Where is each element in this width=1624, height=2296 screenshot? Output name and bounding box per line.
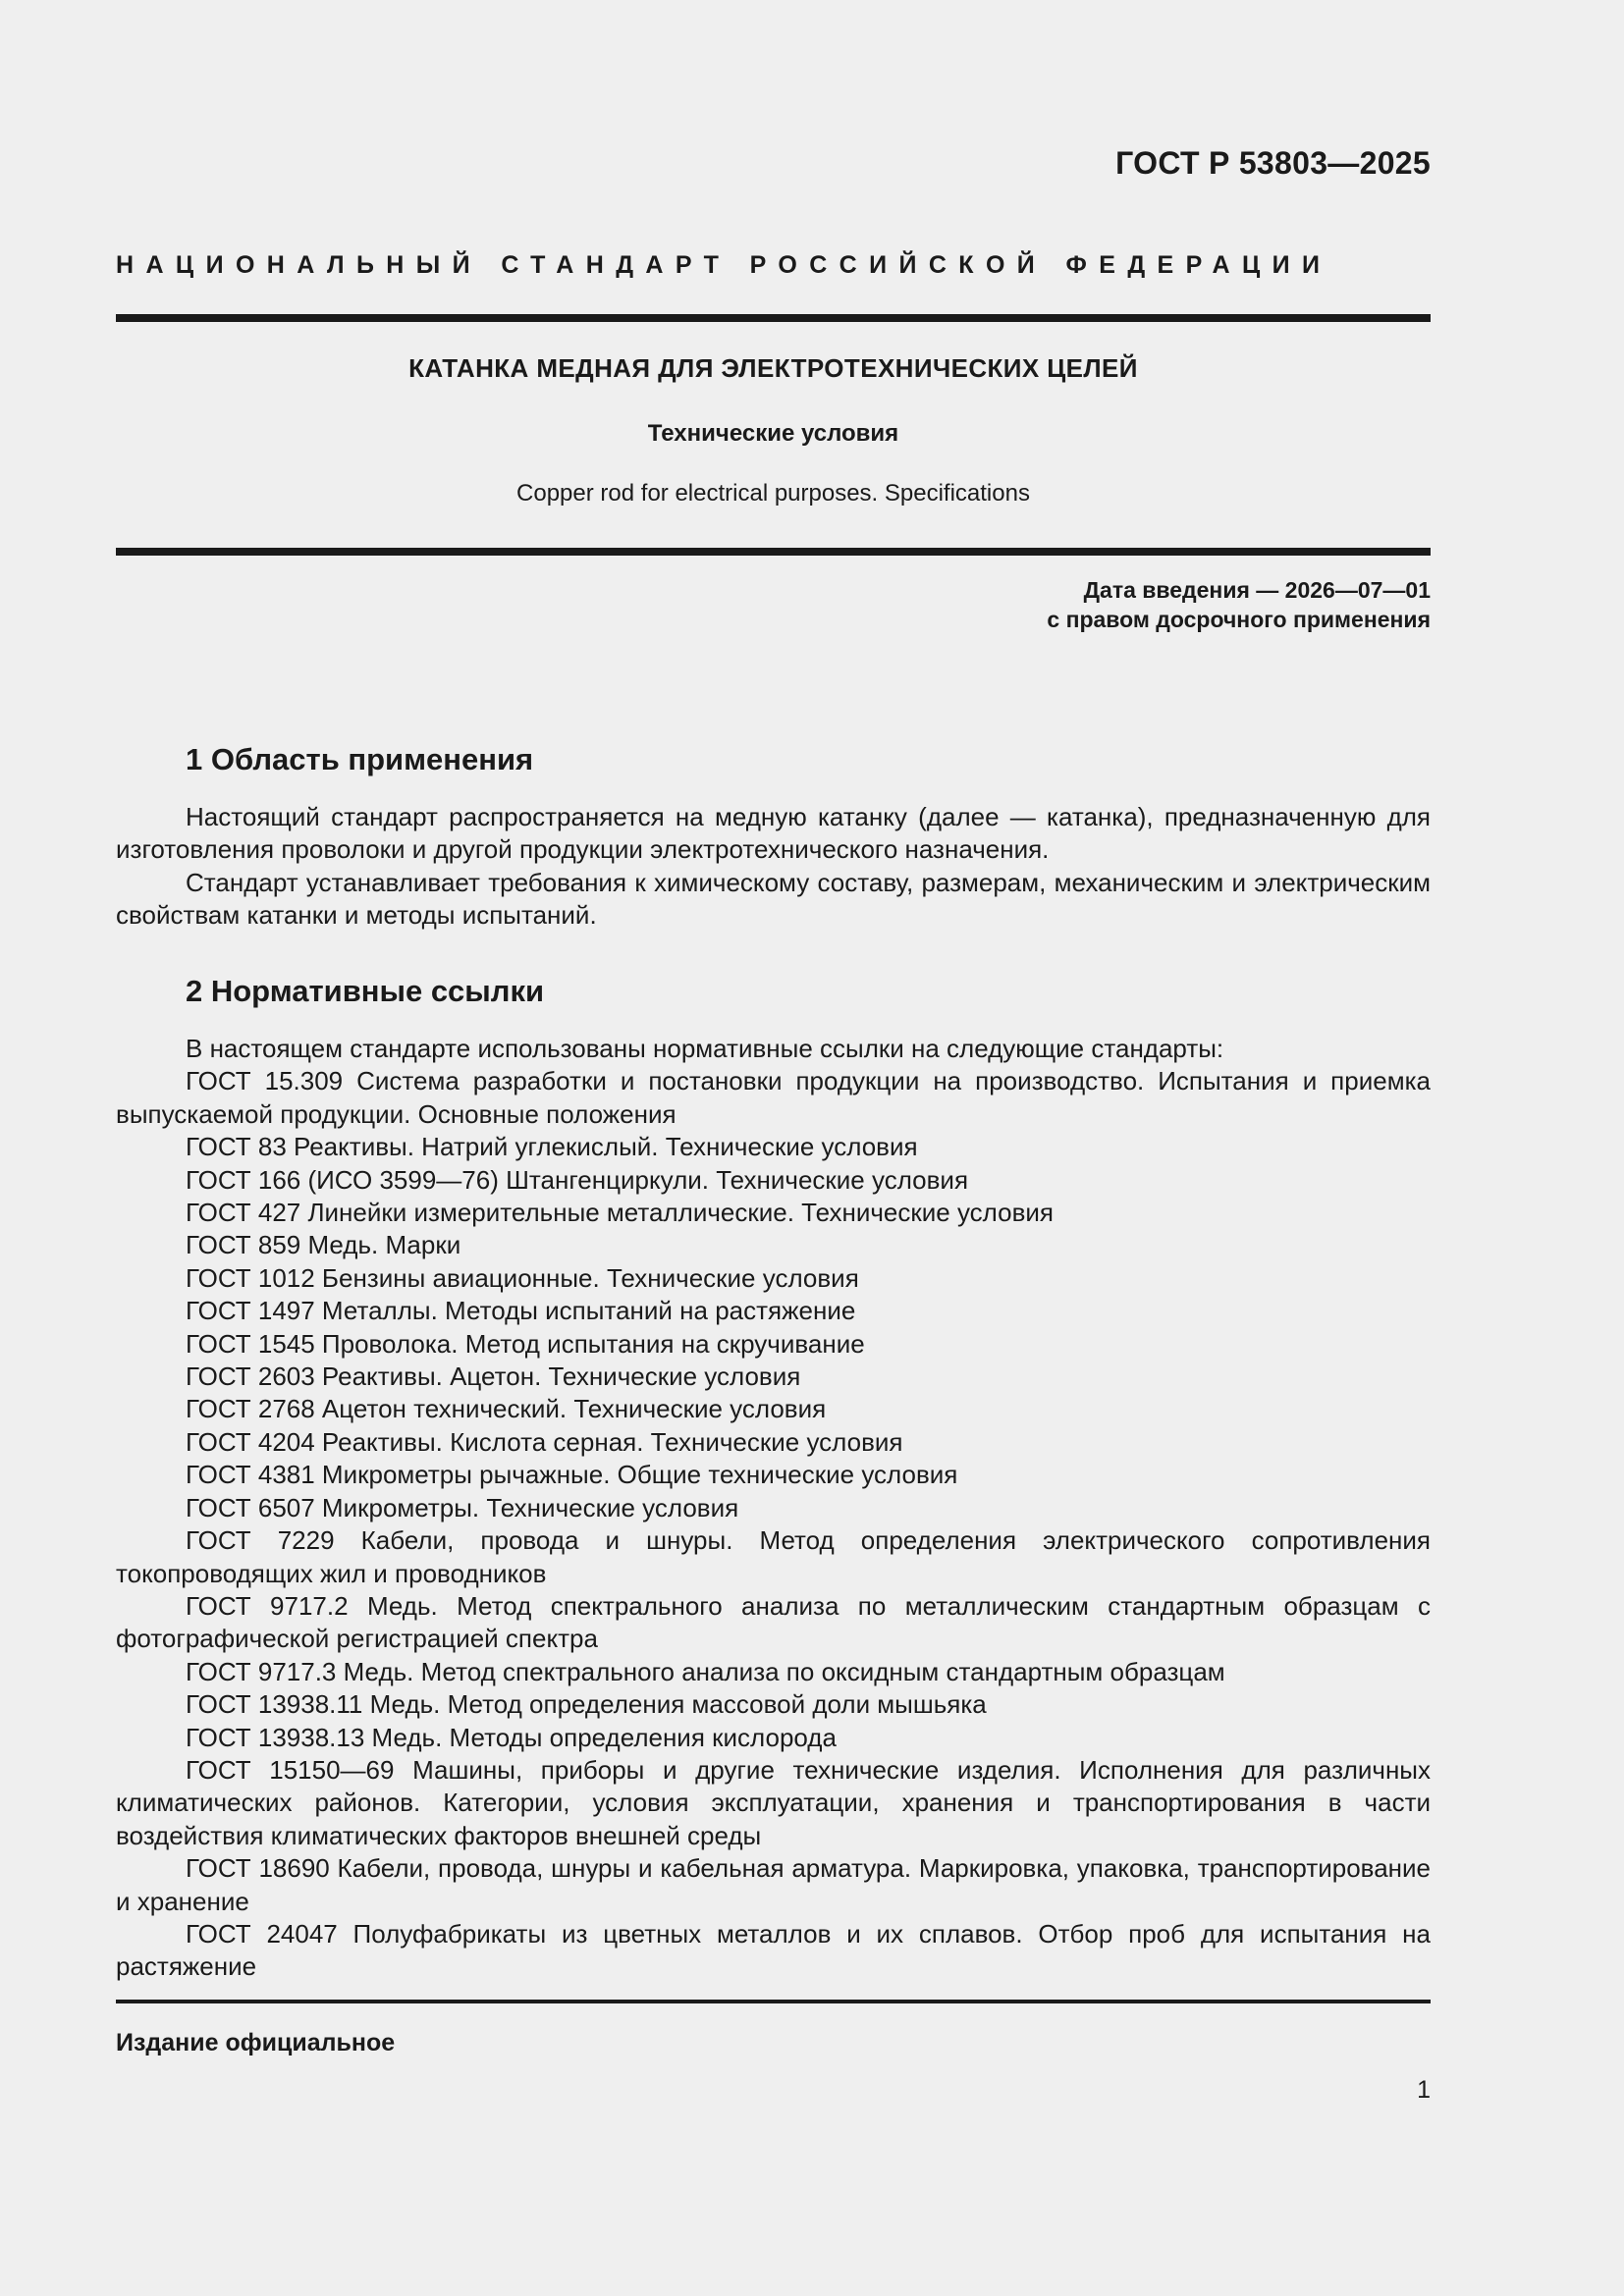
header-divider bbox=[116, 314, 1431, 322]
paragraph: В настоящем стандарте использованы нормативные ссылки на следующие стандарты: bbox=[186, 1034, 1224, 1063]
official-edition-label: Издание официальное bbox=[116, 2029, 396, 2056]
reference-item: ГОСТ 7229 Кабели, провода и шнуры. Метод определения электрического сопротивления токопроводящих жил и проводников bbox=[116, 1525, 1431, 1588]
national-standard-caption: НАЦИОНАЛЬНЫЙ СТАНДАРТ РОССИЙСКОЙ ФЕДЕРАЦИИ bbox=[116, 251, 1332, 279]
reference-item: ГОСТ 2768 Ацетон технический. Технические условия bbox=[186, 1394, 827, 1424]
document-title-english: Copper rod for electrical purposes. Specifications bbox=[516, 480, 1030, 507]
reference-item: ГОСТ 15.309 Система разработки и постановки продукции на производство. Испытания и приемка выпускаемой продукции. Основные положения bbox=[116, 1066, 1431, 1129]
document-subtitle: Технические условия bbox=[647, 420, 899, 447]
reference-item: ГОСТ 13938.11 Медь. Метод определения массовой доли мышьяка bbox=[186, 1689, 987, 1720]
reference-item: ГОСТ 13938.13 Медь. Методы определения кислорода bbox=[186, 1722, 837, 1752]
document-title: КАТАНКА МЕДНАЯ ДЛЯ ЭЛЕКТРОТЕХНИЧЕСКИХ ЦЕЛЕЙ bbox=[408, 353, 1138, 383]
reference-item: ГОСТ 9717.2 Медь. Метод спектрального анализа по металлическим стандартным образцам с фотографической регистрацией спектра bbox=[116, 1590, 1431, 1654]
reference-item: ГОСТ 83 Реактивы. Натрий углекислый. Технические условия bbox=[186, 1132, 918, 1162]
paragraph: Стандарт устанавливает требования к химическому составу, размерам, механическим и электрическим свойствам катанки и методы испытаний. bbox=[116, 867, 1431, 931]
reference-item: ГОСТ 1497 Металлы. Методы испытаний на растяжение bbox=[186, 1296, 856, 1326]
reference-item: ГОСТ 166 (ИСО 3599—76) Штангенциркули. Технические условия bbox=[186, 1164, 969, 1195]
reference-item: ГОСТ 24047 Полуфабрикаты из цветных металлов и их сплавов. Отбор проб для испытания на растяжение bbox=[116, 1918, 1431, 1982]
paragraph: Настоящий стандарт распространяется на медную катанку (далее — катанка), предназначенную для изготовления проволоки и другой продукции электротехнического назначения. bbox=[116, 802, 1431, 865]
reference-item: ГОСТ 6507 Микрометры. Технические условия bbox=[186, 1492, 739, 1522]
introduction-date-block bbox=[1047, 575, 1431, 634]
introduction-date: Дата введения — 2026—07—01 bbox=[1083, 577, 1431, 603]
reference-item: ГОСТ 2603 Реактивы. Ацетон. Технические условия bbox=[186, 1362, 801, 1392]
reference-item: ГОСТ 4381 Микрометры рычажные. Общие технические условия bbox=[186, 1460, 958, 1490]
reference-item: ГОСТ 1545 Проволока. Метод испытания на скручивание bbox=[186, 1328, 865, 1359]
footer-divider bbox=[116, 2000, 1431, 2003]
section-references-body bbox=[116, 1033, 1431, 1984]
reference-item: ГОСТ 859 Медь. Марки bbox=[186, 1230, 461, 1260]
reference-item: ГОСТ 4204 Реактивы. Кислота серная. Технические условия bbox=[186, 1426, 903, 1457]
section-scope-body bbox=[116, 801, 1431, 933]
section-heading-scope: 1 Область применения bbox=[186, 742, 534, 776]
section-heading-normative-references: 2 Нормативные ссылки bbox=[186, 974, 545, 1008]
reference-item: ГОСТ 15150—69 Машины, приборы и другие технические изделия. Исполнения для различных климатических районов. Категории, условия эксплуатации, хранения и транспортирования в части воздействия климатических факторов внешней среды bbox=[116, 1754, 1431, 1850]
reference-item: ГОСТ 427 Линейки измерительные металлические. Технические условия bbox=[186, 1198, 1054, 1228]
reference-item: ГОСТ 9717.3 Медь. Метод спектрального анализа по оксидным стандартным образцам bbox=[186, 1656, 1225, 1686]
title-divider bbox=[116, 548, 1431, 556]
reference-item: ГОСТ 1012 Бензины авиационные. Технические условия bbox=[186, 1262, 859, 1293]
reference-item: ГОСТ 18690 Кабели, провода, шнуры и кабельная арматура. Маркировка, упаковка, транспортирование и хранение bbox=[116, 1853, 1431, 1916]
document-code: ГОСТ Р 53803—2025 bbox=[1115, 145, 1431, 181]
page-number: 1 bbox=[1417, 2076, 1431, 2104]
early-application-note: с правом досрочного применения bbox=[1047, 607, 1431, 632]
